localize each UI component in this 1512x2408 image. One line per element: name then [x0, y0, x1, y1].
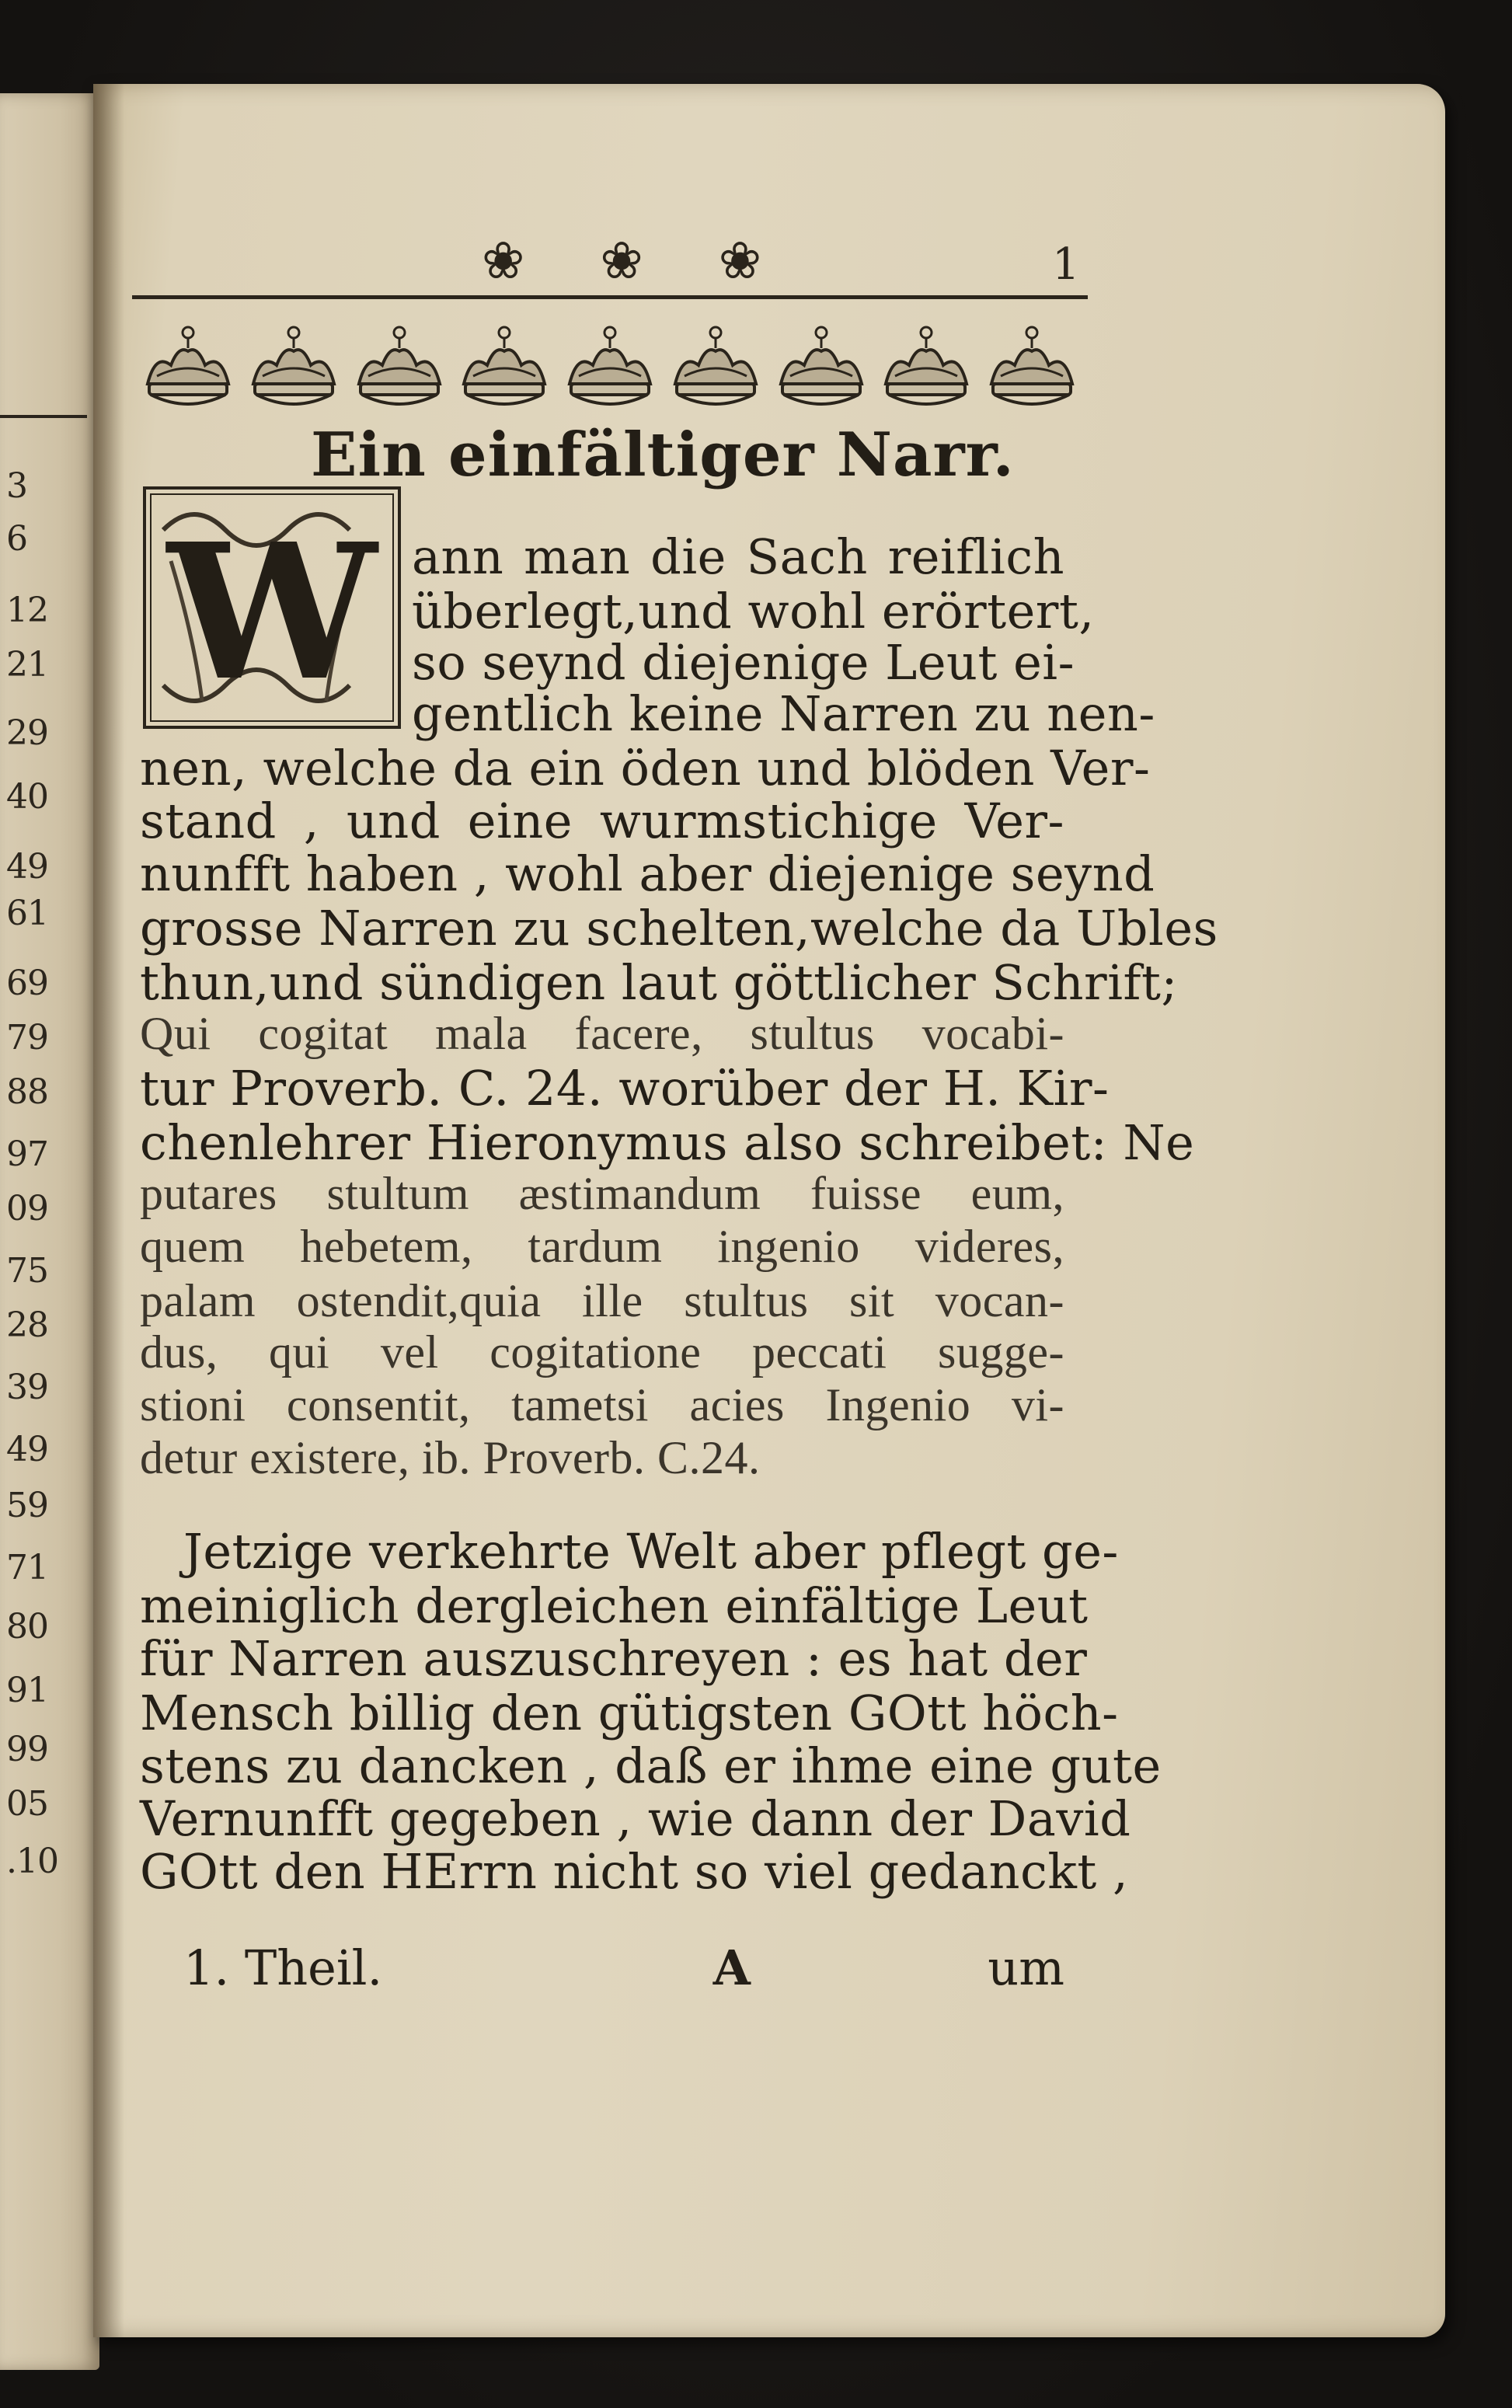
facing-page	[0, 93, 99, 2370]
text-line: chenlehrer Hieronymus also schreibet: Ne	[140, 1114, 1195, 1171]
header-ornaments	[482, 230, 761, 291]
facing-page-number: 80	[6, 1607, 48, 1647]
flower-ornament-icon: ❀	[482, 230, 525, 291]
text-line: stand , und eine wurmstichige Ver-	[140, 793, 1064, 849]
flower-ornament-icon: ❀	[600, 230, 643, 291]
page-number: 1	[1052, 239, 1080, 290]
text-line: thun,und sündigen laut göttlicher Schrift;	[140, 954, 1178, 1011]
text-line: überlegt,und wohl erörtert,	[412, 583, 1095, 639]
facing-page-number: 05	[6, 1784, 48, 1824]
text-line: Qui cogitat mala facere, stultus vocabi-	[140, 1008, 1064, 1059]
flower-ornament-icon: ❀	[718, 230, 761, 291]
facing-page-number: 3	[6, 466, 27, 506]
text-line: für Narren auszuschreyen : es hat der	[140, 1630, 1088, 1687]
text-line: GOtt den HErrn nicht so viel gedanckt ,	[140, 1843, 1129, 1900]
facing-page-number: 6	[6, 519, 27, 559]
header-rule	[132, 295, 1088, 299]
text-line: grosse Narren zu schelten,welche da Ubles	[140, 900, 1218, 957]
facing-page-rule	[0, 415, 87, 418]
facing-page-number: 69	[6, 964, 48, 1003]
facing-page-number: 97	[6, 1134, 48, 1174]
catchword: um	[988, 1939, 1064, 1996]
facing-page-number: 21	[6, 645, 48, 685]
text-line: gentlich keine Narren zu nen-	[412, 685, 1155, 742]
text-line: nen, welche da ein öden und blöden Ver-	[140, 740, 1151, 796]
text-line: ann man die Sach reiflich	[412, 528, 1064, 585]
crown-icon	[562, 322, 658, 418]
crown-icon	[456, 322, 552, 418]
text-line: palam ostendit,quia ille stultus sit vocan-	[140, 1275, 1064, 1326]
text-line: stioni consentit, tametsi acies Ingenio vi-	[140, 1379, 1064, 1431]
crown-icon	[246, 322, 342, 418]
text-line: so seynd diejenige Leut ei-	[412, 634, 1075, 691]
crown-icon	[773, 322, 869, 418]
chapter-title: Ein einfältiger Narr.	[311, 420, 1015, 490]
facing-page-number: 29	[6, 713, 48, 753]
crown-icon	[351, 322, 448, 418]
text-line: putares stultum æstimandum fuisse eum,	[140, 1168, 1064, 1219]
facing-page-number: 28	[6, 1305, 48, 1345]
facing-page-number: 59	[6, 1486, 48, 1525]
text-line: stens zu dancken , daß er ihme eine gute	[140, 1737, 1162, 1794]
decorated-initial	[140, 483, 404, 732]
facing-page-number: 88	[6, 1072, 48, 1112]
facing-page-number: 75	[6, 1251, 48, 1291]
crown-ornament-row	[140, 317, 1080, 418]
text-line: Vernunfft gegeben , wie dann der David	[140, 1790, 1131, 1847]
text-line: meiniglich dergleichen einfältige Leut	[140, 1577, 1089, 1634]
facing-page-number: 99	[6, 1730, 48, 1769]
signature-label: 1. Theil.	[183, 1939, 383, 1996]
facing-page-number: 09	[6, 1189, 48, 1228]
facing-page-number: 71	[6, 1548, 48, 1587]
initial-letter: W	[167, 503, 377, 722]
text-line: Mensch billig den gütigsten GOtt höch-	[140, 1685, 1119, 1741]
footer-line	[140, 1939, 1064, 1996]
facing-page-number: 91	[6, 1671, 48, 1710]
facing-page-number: 49	[6, 1430, 48, 1469]
crown-icon	[984, 322, 1080, 418]
facing-page-number: .10	[6, 1842, 58, 1881]
crown-icon	[878, 322, 974, 418]
facing-page-number: 61	[6, 894, 48, 933]
text-line: detur existere, ib. Proverb. C.24.	[140, 1432, 761, 1483]
facing-page-number: 49	[6, 847, 48, 887]
page-gutter	[93, 84, 124, 2337]
facing-page-number: 39	[6, 1368, 48, 1407]
signature-mark: A	[712, 1939, 751, 1996]
facing-page-number: 12	[6, 591, 48, 630]
text-line: quem hebetem, tardum ingenio videres,	[140, 1221, 1064, 1272]
facing-page-number: 79	[6, 1018, 48, 1058]
crown-icon	[140, 322, 236, 418]
text-line: dus, qui vel cogitatione peccati sugge-	[140, 1326, 1064, 1378]
facing-page-number: 40	[6, 777, 48, 817]
text-line: Jetzige verkehrte Welt aber pflegt ge-	[183, 1523, 1119, 1580]
text-line: tur Proverb. C. 24. worüber der H. Kir-	[140, 1060, 1110, 1117]
crown-icon	[667, 322, 764, 418]
text-line: nunfft haben , wohl aber diejenige seynd	[140, 845, 1155, 902]
